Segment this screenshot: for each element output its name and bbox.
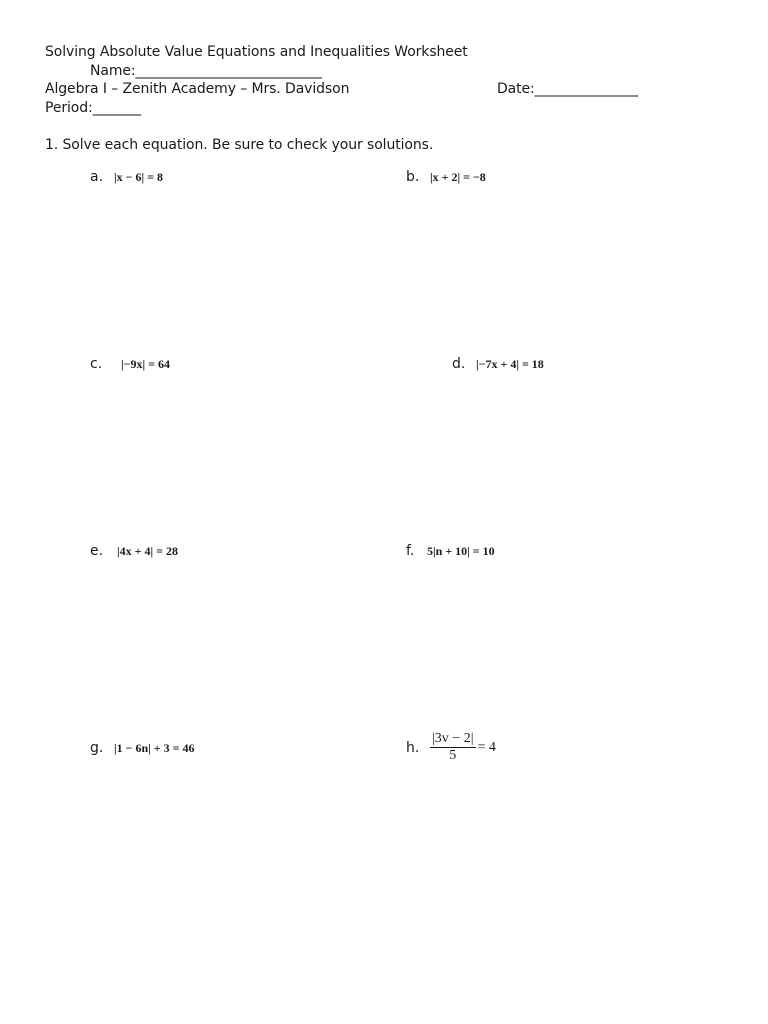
problem-e-label: e. <box>90 543 104 559</box>
problem-b-label: b. <box>406 169 420 185</box>
problem-a-label: a. <box>90 169 104 185</box>
problem-c-label: c. <box>90 356 103 372</box>
problem-e-equation: |4x + 4| = 28 <box>117 544 178 558</box>
fraction-numerator: |3v − 2| <box>432 731 474 746</box>
problem-g-equation: |1 − 6n| + 3 = 46 <box>114 741 195 755</box>
problem-g-label: g. <box>90 740 104 756</box>
problem-f-equation: 5|n + 10| = 10 <box>427 544 495 558</box>
problem-h-equation <box>430 731 496 764</box>
problem-a-equation: |x − 6| = 8 <box>114 170 163 184</box>
problem-b-equation: |x + 2| = −8 <box>430 170 486 184</box>
problem-c-equation: |−9x| = 64 <box>121 357 170 371</box>
fraction <box>430 731 476 764</box>
problem-d-label: d. <box>452 356 466 372</box>
name-field: Name:___________________________ <box>90 63 322 79</box>
date-field: Date:_______________ <box>497 81 639 97</box>
worksheet-title: Solving Absolute Value Equations and Inequalities Worksheet <box>45 44 468 60</box>
problem-f-label: f. <box>406 543 415 559</box>
fraction-denominator: 5 <box>449 748 457 763</box>
fraction-rhs: = 4 <box>477 739 496 755</box>
problem-h-label: h. <box>406 740 420 756</box>
problem-d-equation: |−7x + 4| = 18 <box>476 357 544 371</box>
instructions: 1. Solve each equation. Be sure to check your solutions. <box>45 137 434 153</box>
period-field: Period:_______ <box>45 100 141 116</box>
course-line: Algebra I – Zenith Academy – Mrs. Davidson <box>45 81 350 97</box>
